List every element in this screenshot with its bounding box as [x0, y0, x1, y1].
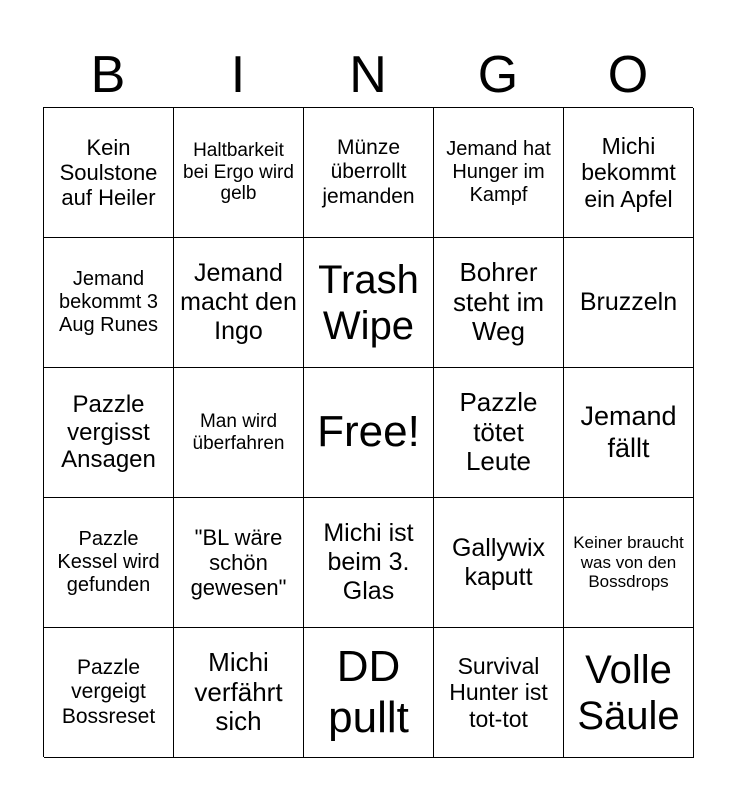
bingo-cell[interactable] — [174, 498, 304, 628]
cell-label: Volle Säule — [577, 647, 680, 738]
bingo-grid — [43, 107, 693, 757]
cell-label: Jemand macht den Ingo — [180, 259, 297, 345]
cell-label: Michi bekommt ein Apfel — [581, 132, 676, 212]
bingo-cell[interactable] — [174, 628, 304, 758]
cell-label: Münze überrollt jemanden — [322, 136, 415, 208]
cell-label: Keiner braucht was von den Bossdrops — [573, 533, 684, 592]
bingo-cell[interactable] — [434, 368, 564, 498]
bingo-cell[interactable] — [434, 108, 564, 238]
cell-label: "BL wäre schön gewesen" — [190, 524, 287, 601]
bingo-cell[interactable] — [44, 498, 174, 628]
bingo-cell[interactable] — [304, 238, 434, 368]
cell-label: Free! — [317, 407, 420, 457]
cell-label: Jemand hat Hunger im Kampf — [446, 138, 551, 206]
bingo-cell[interactable] — [564, 498, 694, 628]
cell-label: Gallywix kaputt — [451, 533, 546, 591]
cell-label: DD pullt — [328, 641, 409, 742]
header-letter: B — [90, 46, 126, 104]
cell-label: Pazzle vergisst Ansagen — [61, 391, 156, 474]
bingo-cell[interactable] — [304, 628, 434, 758]
bingo-cell[interactable] — [304, 498, 434, 628]
bingo-cell[interactable] — [174, 368, 304, 498]
bingo-cell[interactable] — [174, 108, 304, 238]
bingo-cell[interactable] — [564, 238, 694, 368]
header-letter: N — [349, 46, 387, 104]
bingo-cell[interactable] — [564, 368, 694, 498]
bingo-cell[interactable] — [564, 108, 694, 238]
cell-label: Pazzle Kessel wird gefunden — [57, 528, 160, 596]
bingo-cell[interactable] — [44, 368, 174, 498]
cell-label: Michi verfährt sich — [194, 646, 283, 737]
bingo-cell[interactable] — [44, 628, 174, 758]
cell-label: Haltbarkeit bei Ergo wird gelb — [183, 139, 294, 205]
bingo-header — [43, 42, 693, 108]
header-letter: O — [607, 46, 649, 104]
cell-label: Pazzle tötet Leute — [459, 386, 538, 477]
bingo-cell[interactable] — [44, 108, 174, 238]
cell-label: Jemand bekommt 3 Aug Runes — [59, 268, 158, 336]
cell-label: Jemand fällt — [580, 401, 677, 463]
bingo-cell[interactable] — [434, 628, 564, 758]
bingo-cell[interactable] — [434, 498, 564, 628]
bingo-cell[interactable] — [434, 238, 564, 368]
bingo-cell[interactable] — [174, 238, 304, 368]
cell-label: Bruzzeln — [579, 288, 678, 317]
bingo-cell[interactable] — [564, 628, 694, 758]
bingo-cell[interactable] — [304, 108, 434, 238]
cell-label: Michi ist beim 3. Glas — [323, 519, 414, 605]
cell-label: Survival Hunter ist tot-tot — [449, 652, 548, 732]
cell-label: Pazzle vergeigt Bossreset — [61, 656, 156, 728]
cell-label: Trash Wipe — [318, 257, 419, 348]
header-letter: G — [477, 46, 519, 104]
cell-label: Bohrer steht im Weg — [452, 256, 545, 347]
header-letter: I — [230, 46, 246, 104]
cell-label: Man wird überfahren — [192, 410, 285, 454]
bingo-cell[interactable] — [44, 238, 174, 368]
free-space-cell[interactable] — [304, 368, 434, 498]
cell-label: Kein Soulstone auf Heiler — [59, 134, 158, 211]
